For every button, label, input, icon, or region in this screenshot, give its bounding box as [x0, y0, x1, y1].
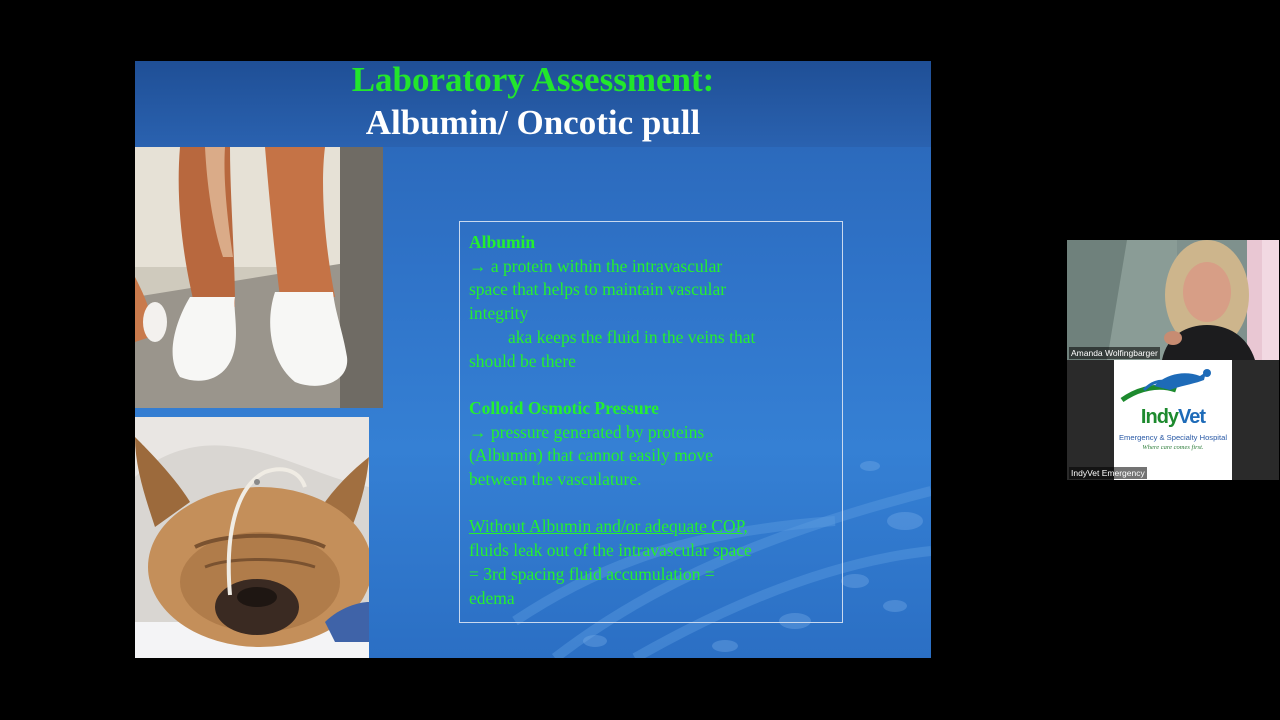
logo-tagline: Where care comes first.: [1142, 444, 1204, 451]
albumin-text-line: should be there: [469, 350, 576, 371]
cop-text-line: (Albumin) that cannot easily move: [469, 445, 713, 466]
logo-word-vet: Vet: [1178, 406, 1206, 428]
albumin-text-line: integrity: [469, 303, 529, 324]
logo-wordmark: [1114, 406, 1232, 429]
without-text-line: edema: [469, 587, 515, 608]
albumin-text-line: aka keeps the fluid in the veins that: [508, 326, 756, 347]
participant-video-tile[interactable]: [1067, 240, 1279, 360]
paragraph-spacer: [469, 373, 834, 397]
albumin-text-line: space that helps to maintain vascular: [469, 279, 727, 300]
logo-subtitle: Emergency & Specialty Hospital: [1118, 433, 1228, 442]
participant-name-tag: IndyVet Emergency: [1071, 468, 1145, 478]
slide-title: [135, 61, 931, 145]
participant-logo-tile[interactable]: [1067, 360, 1279, 480]
cop-text-line: → pressure generated by proteins: [469, 421, 705, 442]
paragraph-spacer: [469, 492, 834, 516]
cop-text-line: between the vasculature.: [469, 469, 642, 490]
bulldog-nasal-tube-photo: [135, 417, 369, 658]
indyvet-logo: [1114, 360, 1232, 480]
participant-name-tag: Amanda Wolfingbarger: [1071, 348, 1158, 358]
without-text-line: fluids leak out of the intravascular space: [469, 540, 752, 561]
without-albumin-heading: Without Albumin and/or adequate COP,: [469, 516, 748, 537]
speaker-video-feed: [1067, 240, 1279, 360]
slide-title-line2: Albumin/ Oncotic pull: [365, 103, 701, 142]
cop-heading: Colloid Osmotic Pressure: [469, 397, 659, 418]
without-text-line: = 3rd spacing fluid accumulation =: [469, 563, 715, 584]
slide-text-box: [459, 221, 843, 623]
running-dog-cat-icon: [1114, 360, 1232, 408]
edema-legs-photo: [135, 147, 383, 408]
albumin-heading: Albumin: [469, 232, 536, 252]
presentation-slide: [135, 61, 931, 658]
albumin-text-line: → a protein within the intravascular: [469, 255, 723, 276]
logo-word-indy: Indy: [1140, 406, 1179, 428]
slide-title-line1: Laboratory Assessment:: [351, 61, 715, 99]
